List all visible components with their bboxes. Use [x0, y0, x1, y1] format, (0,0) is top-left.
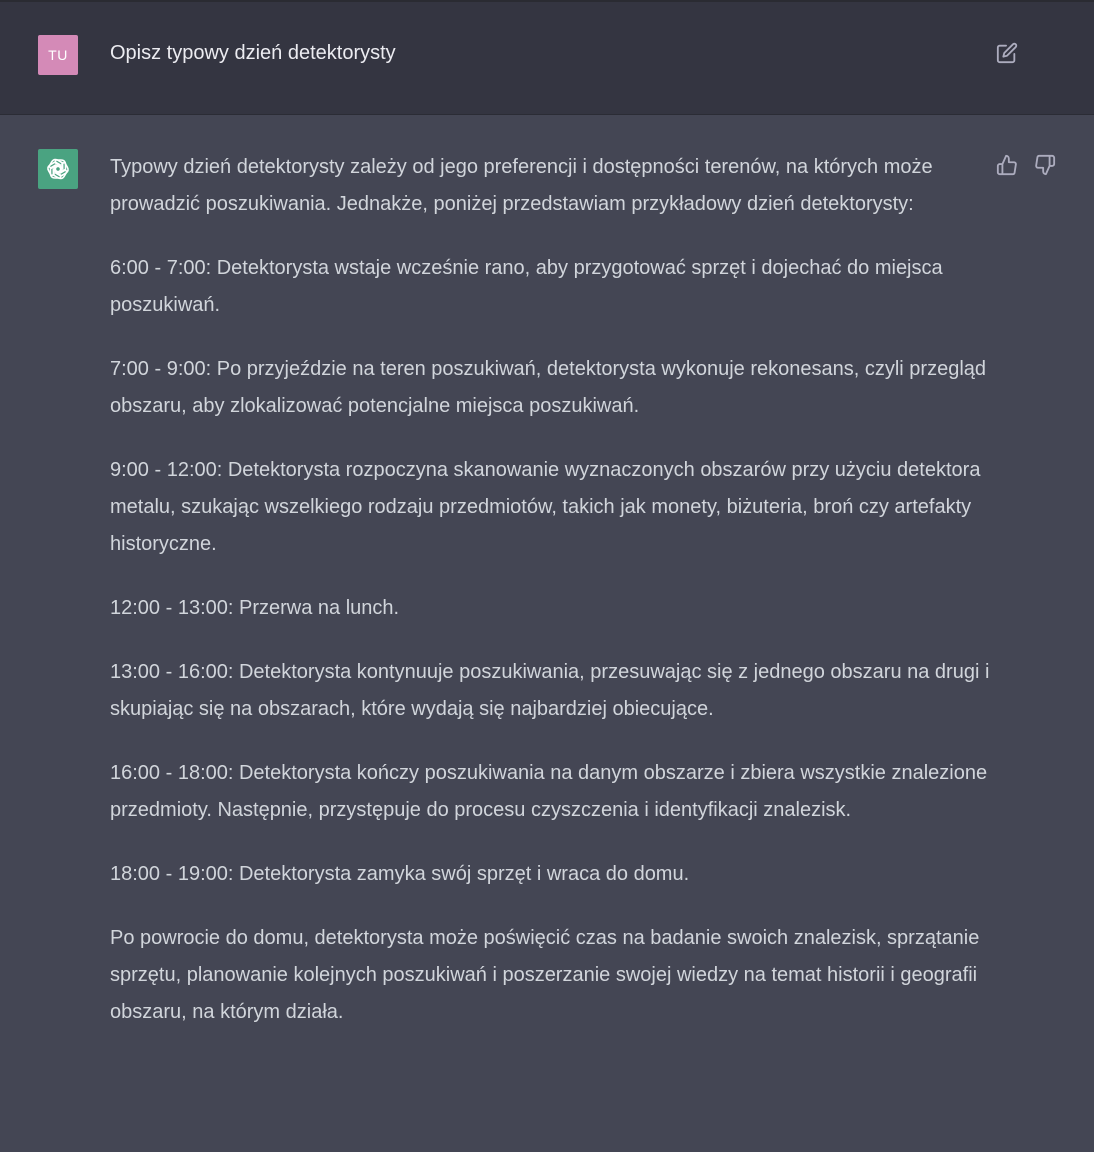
- thumbs-down-icon: [1034, 154, 1056, 176]
- user-avatar: [38, 35, 78, 75]
- user-avatar-initials: TU: [48, 47, 68, 63]
- thumbs-up-button[interactable]: [994, 152, 1020, 178]
- assistant-message-row: [0, 116, 1094, 1152]
- answer-paragraph: 9:00 - 12:00: Detektorysta rozpoczyna skanowanie wyznaczonych obszarów przy użyciu detektora metalu, szukając wszelkiego rodzaju przedmiotów, takich jak monety, biżuteria, broń czy artefakty historyczne.: [110, 459, 981, 555]
- thumbs-up-icon: [996, 154, 1018, 176]
- assistant-avatar: [38, 149, 78, 189]
- answer-paragraph: 7:00 - 9:00: Po przyjeździe na teren poszukiwań, detektorysta wykonuje rekonesans, czyli przegląd obszaru, aby zlokalizować potencjalne miejsca poszukiwań.: [110, 358, 987, 417]
- user-message-text: Opisz typowy dzień detektorysty: [110, 42, 396, 64]
- answer-paragraph: 12:00 - 13:00: Przerwa na lunch.: [110, 597, 400, 619]
- answer-paragraph: 6:00 - 7:00: Detektorysta wstaje wcześnie rano, aby przygotować sprzęt i dojechać do miejsca poszukiwań.: [110, 257, 943, 316]
- answer-paragraph: Typowy dzień detektorysty zależy od jego preferencji i dostępności terenów, na których może prowadzić poszukiwania. Jednakże, poniżej przedstawiam przykładowy dzień detektorysty:: [110, 156, 933, 215]
- answer-paragraph: Po powrocie do domu, detektorysta może poświęcić czas na badanie swoich znalezisk, sprzątanie sprzętu, planowanie kolejnych poszukiwań i poszerzanie swojej wiedzy na temat historii i geografii obszaru, na którym działa.: [110, 927, 980, 1023]
- answer-paragraph: 16:00 - 18:00: Detektorysta kończy poszukiwania na danym obszarze i zbiera wszystkie znalezione przedmioty. Następnie, przystępuje do procesu czyszczenia i identyfikacji znalezisk.: [110, 762, 988, 821]
- user-message-row: [0, 2, 1094, 115]
- answer-paragraph: 18:00 - 19:00: Detektorysta zamyka swój sprzęt i wraca do domu.: [110, 863, 690, 885]
- edit-icon: [996, 42, 1018, 64]
- openai-logo-icon: [44, 155, 72, 183]
- edit-message-button[interactable]: [994, 40, 1020, 66]
- assistant-message-text: [110, 149, 990, 1058]
- answer-paragraph: 13:00 - 16:00: Detektorysta kontynuuje poszukiwania, przesuwając się z jednego obszaru na drugi i skupiając się na obszarach, które wydają się najbardziej obiecujące.: [110, 661, 990, 720]
- thumbs-down-button[interactable]: [1032, 152, 1058, 178]
